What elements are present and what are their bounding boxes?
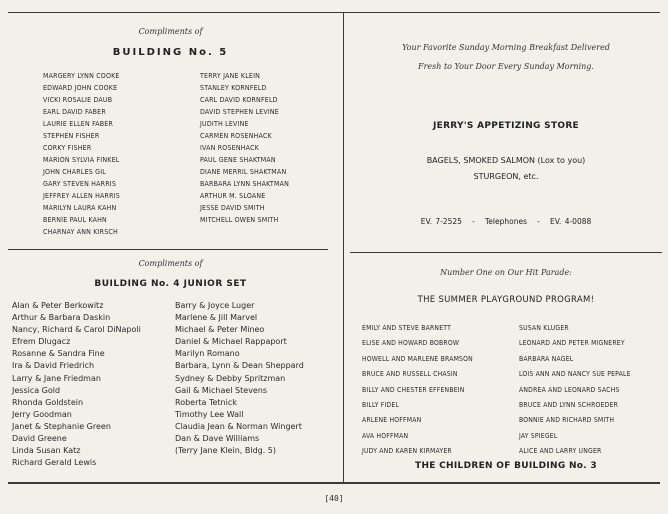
store-products-1: BAGELS, SMOKED SALMON (Lox to you) bbox=[426, 156, 586, 165]
list-item: MARION SYLVIA FINKEL bbox=[43, 156, 120, 164]
phone-number-left: EV. 7-2525 bbox=[420, 217, 462, 226]
phone-dash-1: - bbox=[472, 217, 475, 226]
list-item: CHARNAY ANN KIRSCH bbox=[43, 228, 118, 236]
page-number: [40] bbox=[324, 494, 344, 503]
list-item: Rhonda Goldstein bbox=[12, 397, 84, 407]
building5-left-list bbox=[43, 70, 120, 238]
list-item: Rosanne & Sandra Fine bbox=[12, 349, 105, 359]
list-item: ARTHUR M. SLOANE bbox=[200, 192, 266, 200]
list-item: BRUCE AND LYNN SCHROEDER bbox=[519, 401, 619, 410]
list-item: VICKI ROSALIE DAUB bbox=[43, 96, 113, 104]
building4-left-list bbox=[12, 300, 141, 469]
list-item: JUDITH LEVINE bbox=[200, 120, 249, 128]
list-item: BILLY AND CHESTER EFFENBEIN bbox=[362, 385, 465, 394]
list-item: STEPHEN FISHER bbox=[43, 132, 100, 140]
building5-compliments: Compliments of bbox=[138, 27, 203, 36]
list-item: Janet & Stephanie Green bbox=[12, 421, 111, 431]
center-divider bbox=[343, 12, 344, 482]
list-item: CARL DAVID KORNFELD bbox=[200, 96, 278, 104]
left-middle-rule bbox=[8, 249, 328, 250]
list-item: AVA HOFFMAN bbox=[362, 431, 409, 440]
playground-intro: Number One on Our Hit Parade: bbox=[440, 268, 572, 277]
list-item: Dan & Dave Williams bbox=[175, 434, 260, 444]
list-item: JUDY AND KAREN KIRMAYER bbox=[362, 447, 452, 456]
list-item: Marilyn Romano bbox=[175, 349, 240, 359]
list-item: Arthur & Barbara Daskin bbox=[12, 313, 111, 323]
list-item: Daniel & Michael Rappaport bbox=[175, 337, 287, 347]
list-item: MITCHELL OWEN SMITH bbox=[200, 216, 279, 224]
list-item: TERRY JANE KLEIN bbox=[200, 72, 261, 80]
list-item: Linda Susan Katz bbox=[12, 446, 81, 456]
right-middle-rule bbox=[350, 252, 662, 253]
list-item: JOHN CHARLES GIL bbox=[43, 168, 107, 176]
playground-left-list bbox=[362, 321, 473, 460]
top-rule bbox=[8, 12, 660, 13]
bottom-rule bbox=[8, 482, 660, 484]
list-item: LOIS ANN AND NANCY SUE PEPALE bbox=[519, 370, 631, 379]
list-item: JEFFREY ALLEN HARRIS bbox=[43, 192, 120, 200]
list-item: Jessica Gold bbox=[12, 385, 61, 395]
list-item: Barry & Joyce Luger bbox=[175, 301, 255, 310]
list-item: DIANE MERRIL SHAKTMAN bbox=[200, 168, 287, 176]
list-item: Barbara, Lynn & Dean Sheppard bbox=[175, 361, 304, 371]
list-item: Timothy Lee Wall bbox=[175, 409, 244, 419]
store-tagline-1: Your Favorite Sunday Morning Breakfast Delivered bbox=[402, 43, 610, 52]
list-item: DAVID STEPHEN LEVINE bbox=[200, 108, 279, 116]
list-item: CORKY FISHER bbox=[43, 144, 92, 152]
list-item: BERNIE PAUL KAHN bbox=[43, 216, 107, 224]
list-item: LEONARD AND PETER MIGNEREY bbox=[519, 339, 625, 348]
list-item: LAURIE ELLEN FABER bbox=[43, 120, 114, 128]
list-item: IVAN ROSENHACK bbox=[200, 144, 259, 152]
list-item: EMILY AND STEVE BARNETT bbox=[362, 324, 451, 332]
list-item: ANDREA AND LEONARD SACHS bbox=[519, 385, 620, 394]
list-item: ELISE AND HOWARD BOBROW bbox=[362, 339, 460, 348]
list-item: Richard Gerald Lewis bbox=[12, 458, 97, 468]
list-item: Alan & Peter Berkowitz bbox=[12, 301, 104, 310]
list-item: MARILYN LAURA KAHN bbox=[43, 204, 117, 212]
list-item: STANLEY KORNFELD bbox=[200, 84, 267, 92]
list-item: BARBARA LYNN SHAKTMAN bbox=[200, 180, 289, 188]
phone-dash-2: - bbox=[537, 217, 540, 226]
list-item: SUSAN KLUGER bbox=[519, 324, 569, 332]
list-item: ALICE AND LARRY UNGER bbox=[519, 447, 602, 456]
building4-title: BUILDING No. 4 JUNIOR SET bbox=[94, 279, 247, 289]
list-item: BONNIE AND RICHARD SMITH bbox=[519, 416, 615, 425]
list-item: JESSE DAVID SMITH bbox=[200, 204, 265, 212]
list-item: Ira & David Friedrich bbox=[12, 361, 95, 371]
store-products-2: STURGEON, etc. bbox=[473, 172, 539, 181]
list-item: Claudia Jean & Norman Wingert bbox=[175, 421, 302, 431]
phone-label: Telephones bbox=[485, 217, 527, 226]
building5-title: BUILDING No. 5 bbox=[112, 47, 229, 58]
list-item: HOWELL AND MARLENE BRAMSON bbox=[362, 354, 473, 363]
list-item: Nancy, Richard & Carol DiNapoli bbox=[12, 325, 141, 335]
list-item: (Terry Jane Klein, Bldg. 5) bbox=[175, 446, 277, 456]
list-item: EDWARD JOHN COOKE bbox=[43, 84, 118, 92]
building4-right-list bbox=[175, 300, 304, 457]
list-item: EARL DAVID FABER bbox=[43, 108, 106, 116]
list-item: Gail & Michael Stevens bbox=[175, 385, 268, 395]
list-item: Roberta Tetnick bbox=[175, 397, 237, 407]
playground-title: THE SUMMER PLAYGROUND PROGRAM! bbox=[417, 295, 595, 305]
store-name: JERRY'S APPETIZING STORE bbox=[432, 121, 580, 131]
list-item: MARGERY LYNN COOKE bbox=[43, 72, 120, 80]
list-item: CARMEN ROSENHACK bbox=[200, 132, 272, 140]
list-item: BARBARA NAGEL bbox=[519, 354, 574, 363]
phone-number-right: EV. 4-0088 bbox=[550, 217, 592, 226]
list-item: Jerry Goodman bbox=[12, 409, 72, 419]
list-item: ARLENE HOFFMAN bbox=[362, 416, 422, 425]
list-item: Michael & Peter Mineo bbox=[175, 325, 265, 335]
list-item: Larry & Jane Friedman bbox=[12, 373, 101, 383]
list-item: David Greene bbox=[12, 434, 67, 444]
store-tagline-2: Fresh to Your Door Every Sunday Morning. bbox=[418, 62, 594, 71]
building5-right-list bbox=[200, 70, 289, 226]
list-item: Efrem Dlugacz bbox=[12, 337, 71, 347]
list-item: BILLY FIDEL bbox=[362, 401, 400, 410]
list-item: PAUL GENE SHAKTMAN bbox=[200, 156, 276, 164]
list-item: GARY STEVEN HARRIS bbox=[43, 180, 117, 188]
list-item: BRUCE AND RUSSELL CHASIN bbox=[362, 370, 458, 379]
building4-compliments: Compliments of bbox=[138, 259, 203, 268]
playground-footer: THE CHILDREN OF BUILDING No. 3 bbox=[415, 461, 597, 471]
list-item: Marlene & Jill Marvel bbox=[175, 313, 258, 323]
list-item: Sydney & Debby Spritzman bbox=[175, 373, 286, 383]
list-item: JAY SPIEGEL bbox=[519, 431, 558, 440]
playground-right-list bbox=[519, 321, 631, 460]
store-phones bbox=[350, 217, 662, 226]
